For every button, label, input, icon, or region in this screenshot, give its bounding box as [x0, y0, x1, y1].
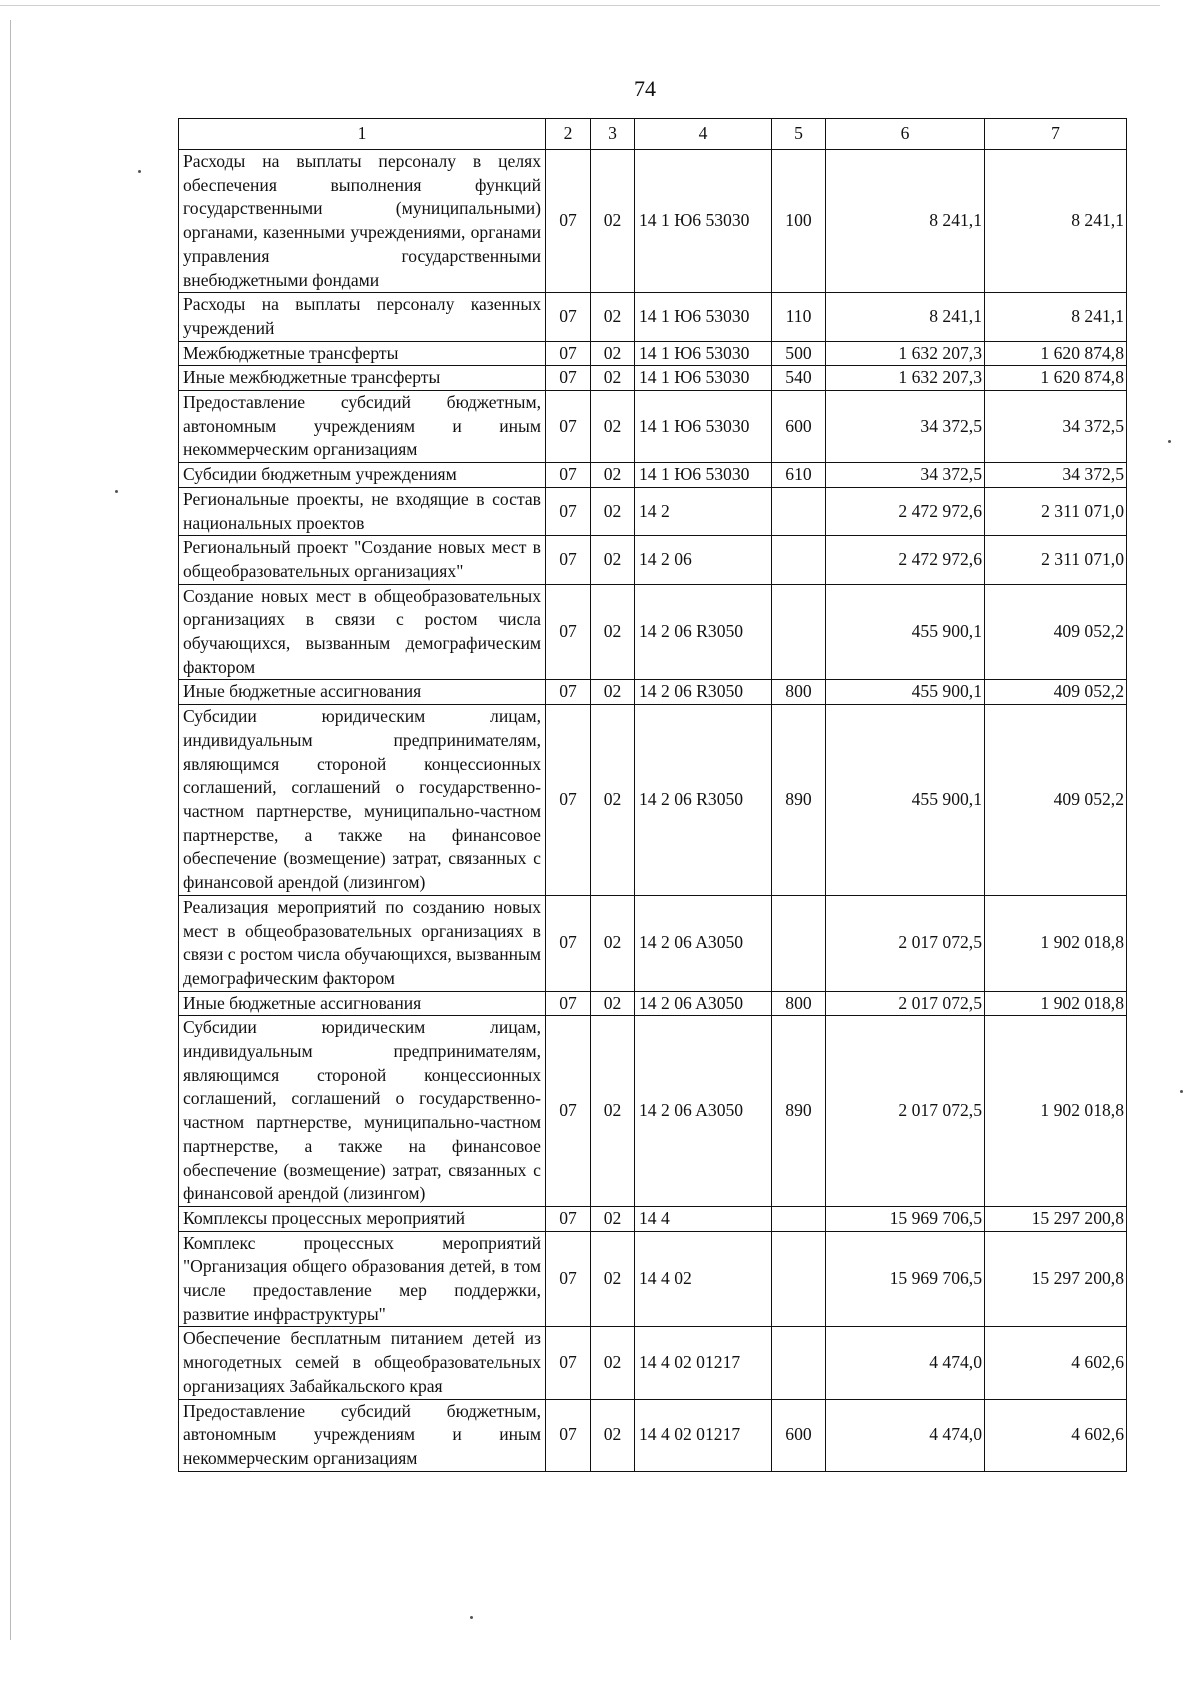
- row-name-cell: Комплекс процессных мероприятий "Организация общего образования детей, в том числе предоставление мер поддержки, развитие инфраструктуры": [179, 1231, 546, 1327]
- amount-year2-cell: 1 902 018,8: [985, 1016, 1127, 1207]
- amount-year1-cell: 15 969 706,5: [826, 1231, 985, 1327]
- table-body: [179, 150, 1127, 1472]
- table-row: [179, 705, 1127, 896]
- col-header: 7: [985, 119, 1127, 150]
- table-row: [179, 150, 1127, 293]
- amount-year2-cell: 15 297 200,8: [985, 1206, 1127, 1231]
- col-header: 2: [546, 119, 591, 150]
- row-name-cell: Межбюджетные трансферты: [179, 341, 546, 366]
- subsection-code-cell: 02: [591, 705, 635, 896]
- amount-year2-cell: 1 902 018,8: [985, 991, 1127, 1016]
- target-article-cell: 14 4: [635, 1206, 772, 1231]
- expense-type-cell: [772, 487, 826, 535]
- target-article-cell: 14 1 Ю6 53030: [635, 150, 772, 293]
- row-name-cell: Иные межбюджетные трансферты: [179, 366, 546, 391]
- subsection-code-cell: 02: [591, 341, 635, 366]
- target-article-cell: 14 2 06 A3050: [635, 895, 772, 991]
- expense-type-cell: 800: [772, 991, 826, 1016]
- amount-year2-cell: 1 620 874,8: [985, 366, 1127, 391]
- table-header-row: [179, 119, 1127, 150]
- amount-year1-cell: 15 969 706,5: [826, 1206, 985, 1231]
- row-name-cell: Расходы на выплаты персоналу казенных учреждений: [179, 293, 546, 341]
- section-code-cell: 07: [546, 1399, 591, 1471]
- page-number: 74: [634, 76, 656, 101]
- subsection-code-cell: 02: [591, 293, 635, 341]
- col-header: 6: [826, 119, 985, 150]
- amount-year1-cell: 8 241,1: [826, 293, 985, 341]
- amount-year2-cell: 409 052,2: [985, 680, 1127, 705]
- expense-type-cell: [772, 1231, 826, 1327]
- row-name-cell: Региональный проект "Создание новых мест в общеобразовательных организациях": [179, 536, 546, 584]
- scan-edge-top: [0, 5, 1160, 6]
- amount-year1-cell: 455 900,1: [826, 705, 985, 896]
- amount-year2-cell: 34 372,5: [985, 463, 1127, 488]
- subsection-code-cell: 02: [591, 680, 635, 705]
- amount-year2-cell: 15 297 200,8: [985, 1231, 1127, 1327]
- row-name-cell: Реализация мероприятий по созданию новых мест в общеобразовательных организациях в связи с ростом числа обучающихся, вызванным демографическим фактором: [179, 895, 546, 991]
- table-row: [179, 293, 1127, 341]
- row-name-cell: Комплексы процессных мероприятий: [179, 1206, 546, 1231]
- amount-year1-cell: 2 472 972,6: [826, 487, 985, 535]
- table-row: [179, 536, 1127, 584]
- target-article-cell: 14 2 06 A3050: [635, 1016, 772, 1207]
- table-row: [179, 341, 1127, 366]
- target-article-cell: 14 1 Ю6 53030: [635, 463, 772, 488]
- row-name-cell: Предоставление субсидий бюджетным, автономным учреждениям и иным некоммерческим организациям: [179, 1399, 546, 1471]
- subsection-code-cell: 02: [591, 991, 635, 1016]
- amount-year1-cell: 34 372,5: [826, 463, 985, 488]
- subsection-code-cell: 02: [591, 895, 635, 991]
- target-article-cell: 14 2 06 R3050: [635, 705, 772, 896]
- amount-year1-cell: 2 017 072,5: [826, 991, 985, 1016]
- amount-year1-cell: 4 474,0: [826, 1399, 985, 1471]
- expense-type-cell: 890: [772, 1016, 826, 1207]
- col-header: 3: [591, 119, 635, 150]
- section-code-cell: 07: [546, 1231, 591, 1327]
- expense-type-cell: 600: [772, 391, 826, 463]
- scan-speck: [470, 1616, 473, 1619]
- amount-year2-cell: 8 241,1: [985, 150, 1127, 293]
- amount-year2-cell: 1 620 874,8: [985, 341, 1127, 366]
- amount-year1-cell: 34 372,5: [826, 391, 985, 463]
- section-code-cell: 07: [546, 366, 591, 391]
- expense-type-cell: 100: [772, 150, 826, 293]
- amount-year2-cell: 409 052,2: [985, 705, 1127, 896]
- row-name-cell: Предоставление субсидий бюджетным, автономным учреждениям и иным некоммерческим организациям: [179, 391, 546, 463]
- expense-type-cell: 890: [772, 705, 826, 896]
- subsection-code-cell: 02: [591, 1016, 635, 1207]
- amount-year1-cell: 1 632 207,3: [826, 341, 985, 366]
- expense-type-cell: [772, 1206, 826, 1231]
- scan-speck: [1180, 1090, 1183, 1093]
- amount-year1-cell: 1 632 207,3: [826, 366, 985, 391]
- amount-year1-cell: 455 900,1: [826, 584, 985, 680]
- section-code-cell: 07: [546, 391, 591, 463]
- scan-edge-left: [10, 20, 11, 1640]
- table-row: [179, 680, 1127, 705]
- section-code-cell: 07: [546, 1016, 591, 1207]
- table-row: [179, 1206, 1127, 1231]
- table-row: [179, 391, 1127, 463]
- section-code-cell: 07: [546, 536, 591, 584]
- target-article-cell: 14 1 Ю6 53030: [635, 341, 772, 366]
- section-code-cell: 07: [546, 1206, 591, 1231]
- target-article-cell: 14 1 Ю6 53030: [635, 391, 772, 463]
- subsection-code-cell: 02: [591, 1327, 635, 1399]
- section-code-cell: 07: [546, 487, 591, 535]
- table-row: [179, 991, 1127, 1016]
- amount-year2-cell: 34 372,5: [985, 391, 1127, 463]
- amount-year1-cell: 2 017 072,5: [826, 1016, 985, 1207]
- amount-year2-cell: 2 311 071,0: [985, 536, 1127, 584]
- table-row: [179, 366, 1127, 391]
- table-row: [179, 1016, 1127, 1207]
- row-name-cell: Иные бюджетные ассигнования: [179, 680, 546, 705]
- subsection-code-cell: 02: [591, 1231, 635, 1327]
- expense-type-cell: 500: [772, 341, 826, 366]
- row-name-cell: Субсидии юридическим лицам, индивидуальным предпринимателям, являющимся стороной концессионных соглашений, соглашений о государственно-частном партнерстве, муниципально-частном партнерстве, а также на финансовое обеспечение (возмещение) затрат, связанных с финансовой арендой (лизингом): [179, 705, 546, 896]
- col-header: 5: [772, 119, 826, 150]
- amount-year2-cell: 1 902 018,8: [985, 895, 1127, 991]
- row-name-cell: Иные бюджетные ассигнования: [179, 991, 546, 1016]
- subsection-code-cell: 02: [591, 150, 635, 293]
- target-article-cell: 14 4 02: [635, 1231, 772, 1327]
- section-code-cell: 07: [546, 705, 591, 896]
- target-article-cell: 14 4 02 01217: [635, 1327, 772, 1399]
- subsection-code-cell: 02: [591, 536, 635, 584]
- expense-type-cell: 610: [772, 463, 826, 488]
- section-code-cell: 07: [546, 293, 591, 341]
- section-code-cell: 07: [546, 341, 591, 366]
- expense-type-cell: 600: [772, 1399, 826, 1471]
- expense-type-cell: [772, 1327, 826, 1399]
- subsection-code-cell: 02: [591, 1206, 635, 1231]
- amount-year2-cell: 2 311 071,0: [985, 487, 1127, 535]
- section-code-cell: 07: [546, 895, 591, 991]
- target-article-cell: 14 2: [635, 487, 772, 535]
- table-row: [179, 463, 1127, 488]
- row-name-cell: Субсидии бюджетным учреждениям: [179, 463, 546, 488]
- table-row: [179, 1399, 1127, 1471]
- expense-type-cell: 110: [772, 293, 826, 341]
- target-article-cell: 14 2 06 R3050: [635, 584, 772, 680]
- expense-type-cell: 540: [772, 366, 826, 391]
- section-code-cell: 07: [546, 680, 591, 705]
- row-name-cell: Региональные проекты, не входящие в состав национальных проектов: [179, 487, 546, 535]
- target-article-cell: 14 2 06: [635, 536, 772, 584]
- scan-speck: [138, 170, 141, 173]
- col-header: 4: [635, 119, 772, 150]
- target-article-cell: 14 2 06 R3050: [635, 680, 772, 705]
- amount-year2-cell: 4 602,6: [985, 1399, 1127, 1471]
- amount-year1-cell: 4 474,0: [826, 1327, 985, 1399]
- target-article-cell: 14 4 02 01217: [635, 1399, 772, 1471]
- budget-table: [178, 118, 1127, 1472]
- table-row: [179, 1231, 1127, 1327]
- col-header: 1: [179, 119, 546, 150]
- amount-year2-cell: 8 241,1: [985, 293, 1127, 341]
- scan-speck: [115, 490, 118, 493]
- expense-type-cell: 800: [772, 680, 826, 705]
- subsection-code-cell: 02: [591, 584, 635, 680]
- section-code-cell: 07: [546, 1327, 591, 1399]
- row-name-cell: Субсидии юридическим лицам, индивидуальным предпринимателям, являющимся стороной концессионных соглашений, соглашений о государственно-частном партнерстве, муниципально-частном партнерстве, а также на финансовое обеспечение (возмещение) затрат, связанных с финансовой арендой (лизингом): [179, 1016, 546, 1207]
- table-row: [179, 584, 1127, 680]
- section-code-cell: 07: [546, 463, 591, 488]
- section-code-cell: 07: [546, 150, 591, 293]
- amount-year1-cell: 8 241,1: [826, 150, 985, 293]
- section-code-cell: 07: [546, 991, 591, 1016]
- subsection-code-cell: 02: [591, 463, 635, 488]
- subsection-code-cell: 02: [591, 1399, 635, 1471]
- target-article-cell: 14 1 Ю6 53030: [635, 366, 772, 391]
- section-code-cell: 07: [546, 584, 591, 680]
- row-name-cell: Создание новых мест в общеобразовательных организациях в связи с ростом числа обучающихся, вызванным демографическим фактором: [179, 584, 546, 680]
- subsection-code-cell: 02: [591, 366, 635, 391]
- amount-year2-cell: 4 602,6: [985, 1327, 1127, 1399]
- expense-type-cell: [772, 536, 826, 584]
- row-name-cell: Обеспечение бесплатным питанием детей из многодетных семей в общеобразовательных организациях Забайкальского края: [179, 1327, 546, 1399]
- amount-year2-cell: 409 052,2: [985, 584, 1127, 680]
- subsection-code-cell: 02: [591, 487, 635, 535]
- expense-type-cell: [772, 584, 826, 680]
- target-article-cell: 14 1 Ю6 53030: [635, 293, 772, 341]
- amount-year1-cell: 2 472 972,6: [826, 536, 985, 584]
- row-name-cell: Расходы на выплаты персоналу в целях обеспечения выполнения функций государственными (муниципальными) органами, казенными учреждениями, органами управления государственными внебюджетными фондами: [179, 150, 546, 293]
- amount-year1-cell: 2 017 072,5: [826, 895, 985, 991]
- expense-type-cell: [772, 895, 826, 991]
- target-article-cell: 14 2 06 A3050: [635, 991, 772, 1016]
- table-row: [179, 487, 1127, 535]
- scan-speck: [1168, 440, 1171, 443]
- table-row: [179, 1327, 1127, 1399]
- amount-year1-cell: 455 900,1: [826, 680, 985, 705]
- table-row: [179, 895, 1127, 991]
- subsection-code-cell: 02: [591, 391, 635, 463]
